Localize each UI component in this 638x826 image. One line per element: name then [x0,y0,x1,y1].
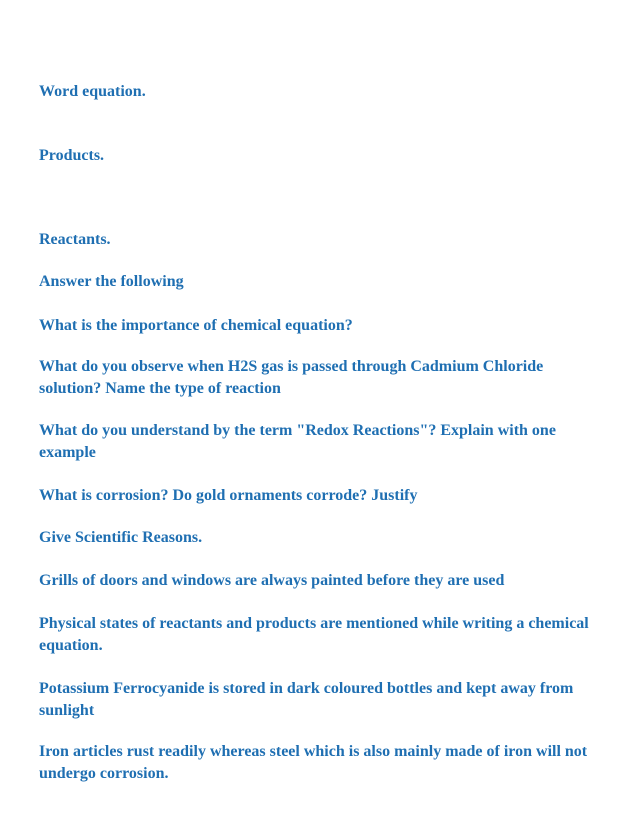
question-importance-chemical-equation: What is the importance of chemical equation? [39,317,353,334]
heading-give-scientific-reasons: Give Scientific Reasons. [39,529,203,546]
heading-reactants: Reactants. [39,231,111,248]
question-corrosion-gold: What is corrosion? Do gold ornaments corrode? Justify [39,487,418,504]
reason-iron-steel-corrosion: Iron articles rust readily whereas steel which is also mainly made of iron will not undergo corrosion. [39,743,588,782]
heading-word-equation: Word equation. [39,83,146,100]
reason-potassium-ferrocyanide: Potassium Ferrocyanide is stored in dark coloured bottles and kept away from sunlight [39,680,574,719]
question-h2s-cadmium-chloride: What do you observe when H2S gas is passed through Cadmium Chloride solution? Name the type of reaction [39,358,544,397]
reason-grills-painted: Grills of doors and windows are always painted before they are used [39,572,505,589]
heading-answer-the-following: Answer the following [39,273,184,290]
question-redox-reactions: What do you understand by the term "Redox Reactions"? Explain with one example [39,422,556,461]
heading-products: Products. [39,147,105,164]
reason-physical-states: Physical states of reactants and products are mentioned while writing a chemical equation. [39,615,589,654]
